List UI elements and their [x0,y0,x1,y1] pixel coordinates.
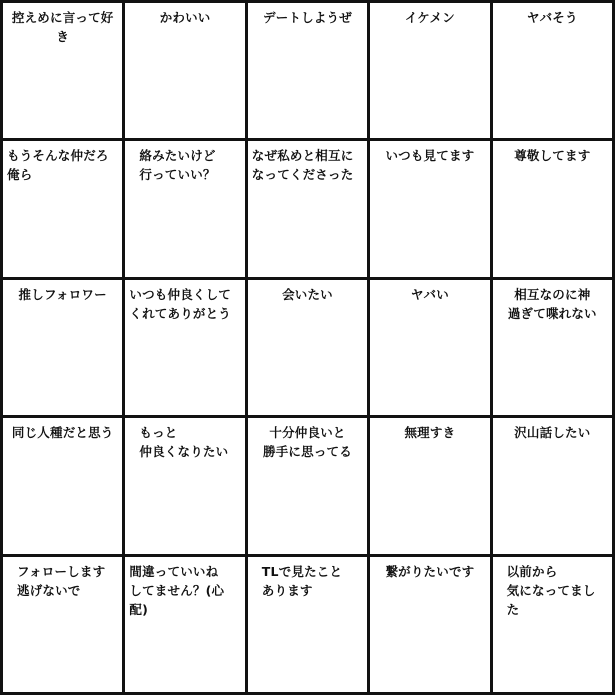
grid-cell-14 [370,280,492,418]
grid-cell-16 [3,418,125,556]
cell-label: イケメン [404,10,455,25]
cell-label: フォローします 逃げないで [17,563,106,598]
cell-label: 同じ人種だと思う [11,425,114,441]
grid-cell-20 [493,418,615,556]
grid-cell-19 [370,418,492,556]
cell-label: 絡みたいけど 行っていい？ [139,148,216,183]
cell-label: 尊敬してます [514,148,591,164]
grid-cell-25 [493,557,615,695]
cell-label: いつも仲良くして くれてありがとう [129,286,231,321]
grid-cell-1 [3,3,125,141]
cell-label: 控えめに言って好き [11,10,114,44]
grid-cell-13 [248,280,370,418]
cell-label: 推しフォロワー [18,286,107,302]
cell-label: 相互なのに神 過ぎて喋れない [507,286,597,321]
cell-label: 会いたい [282,286,333,302]
cell-label: 間違っていいね してません？(心配) [129,563,225,617]
grid-cell-11 [3,280,125,418]
grid-cell-4 [370,3,492,141]
cell-label: いつも見てます [385,148,475,164]
cell-label: なぜ私めと相互に なってくださった [251,148,354,183]
grid-cell-12 [125,280,247,418]
cell-label: TLで見たこと あります [261,563,343,598]
grid-cell-24 [370,557,492,695]
grid-cell-17 [125,418,247,556]
grid-cell-21 [3,557,125,695]
grid-cell-9 [370,141,492,279]
grid-cell-22 [125,557,247,695]
grid-cell-2 [125,3,247,141]
cell-label: かわいい [159,10,211,25]
grid-cell-23 [248,557,370,695]
grid-cell-18 [248,418,370,556]
cell-label: デートしようぜ [263,10,352,25]
grid-cell-6 [3,141,125,279]
grid-cell-10 [493,141,615,279]
cell-label: ヤバそう [526,10,578,25]
grid-cell-8 [248,141,370,279]
cell-label: もうそんな仲だろ 俺ら [7,148,109,183]
cell-label: 無理すき [404,425,456,441]
grid-cell-5 [493,3,615,141]
cell-label: ヤバい [410,286,449,302]
grid-cell-3 [248,3,370,141]
grid-cell-7 [125,141,247,279]
grid-cell-15 [493,280,615,418]
cell-label: 十分仲良いと 勝手に思ってる [263,425,352,460]
cell-label: 以前から 気になってました [506,563,596,617]
cell-label: 沢山話したい [514,425,591,441]
cell-label: もっと 仲良くなりたい [139,425,229,460]
cell-label: 繋がりたいです [385,563,475,579]
